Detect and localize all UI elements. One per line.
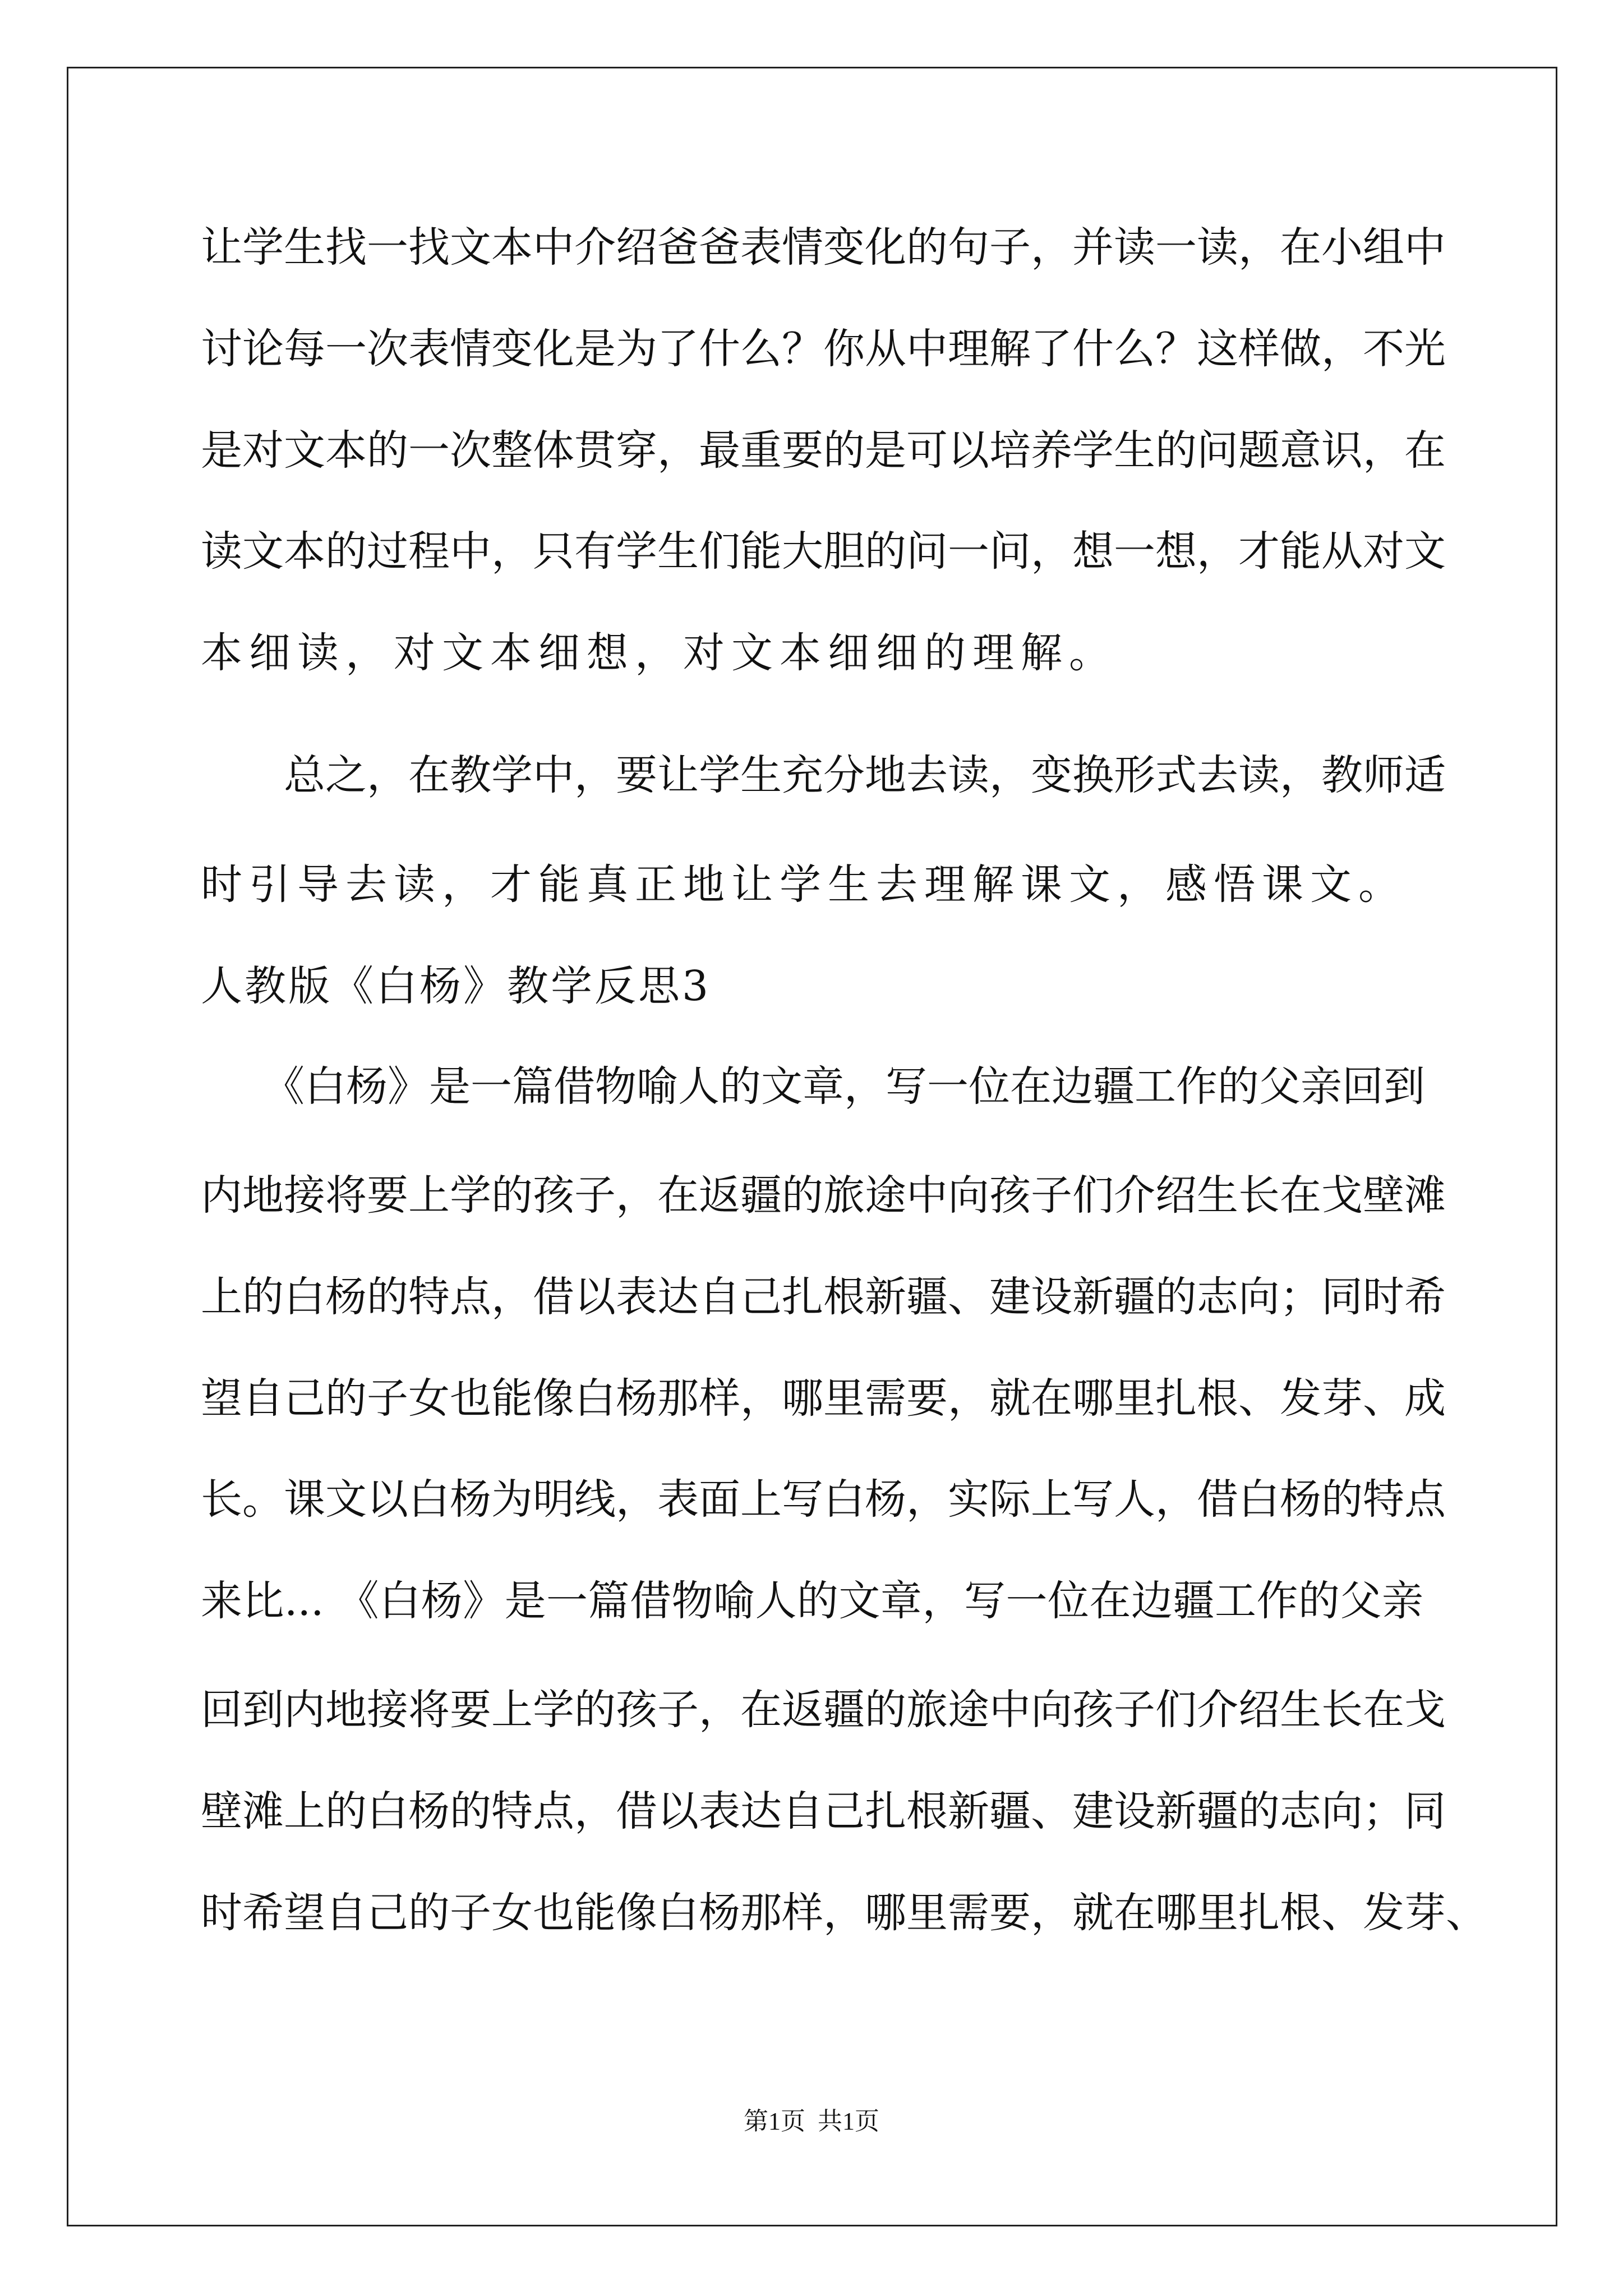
section-heading: 人教版《白杨》教学反思3 [201,962,711,1010]
paragraph-line: 读文本的过程中，只有学生们能大胆的问一问，想一想，才能从对文 [201,527,1446,576]
paragraph-line: 是对文本的一次整体贯穿，最重要的是可以培养学生的问题意识，在 [201,426,1446,475]
paragraph-line: 长。课文以白杨为明线，表面上写白杨，实际上写人，借白杨的特点 [201,1475,1446,1524]
paragraph-line: 时引导去读，才能真正地让学生去理解课文，感悟课文。 [201,861,1407,909]
paragraph-line: 总之，在教学中，要让学生充分地去读，变换形式去读，教师适 [201,751,1446,799]
paragraph-line: 壁滩上的白杨的特点，借以表达自己扎根新疆、建设新疆的志向；同 [201,1787,1446,1835]
paragraph-line: 本细读，对文本细想，对文本细细的理解。 [201,629,1117,677]
paragraph-line: 回到内地接将要上学的孩子，在返疆的旅途中向孩子们介绍生长在戈 [201,1686,1446,1734]
paragraph-line: 让学生找一找文本中介绍爸爸表情变化的句子，并读一读，在小组中 [201,223,1446,272]
paragraph-line: 来比... 《白杨》是一篇借物喻人的文章，写一位在边疆工作的父亲 [201,1577,1423,1625]
paragraph-line: 《白杨》是一篇借物喻人的文章，写一位在边疆工作的父亲回到 [201,1062,1425,1111]
paragraph-line: 望自己的子女也能像白杨那样，哪里需要，就在哪里扎根、发芽、成 [201,1374,1446,1423]
paragraph-line: 上的白杨的特点，借以表达自己扎根新疆、建设新疆的志向；同时希 [201,1273,1446,1321]
paragraph-line: 讨论每一次表情变化是为了什么？你从中理解了什么？这样做，不光 [201,325,1446,373]
paragraph-line: 内地接将要上学的孩子，在返疆的旅途中向孩子们介绍生长在戈壁滩 [201,1171,1446,1220]
page-footer: 第1页 共1页 [744,2108,879,2135]
paragraph-line: 时希望自己的子女也能像白杨那样，哪里需要，就在哪里扎根、发芽、 [201,1889,1487,1937]
